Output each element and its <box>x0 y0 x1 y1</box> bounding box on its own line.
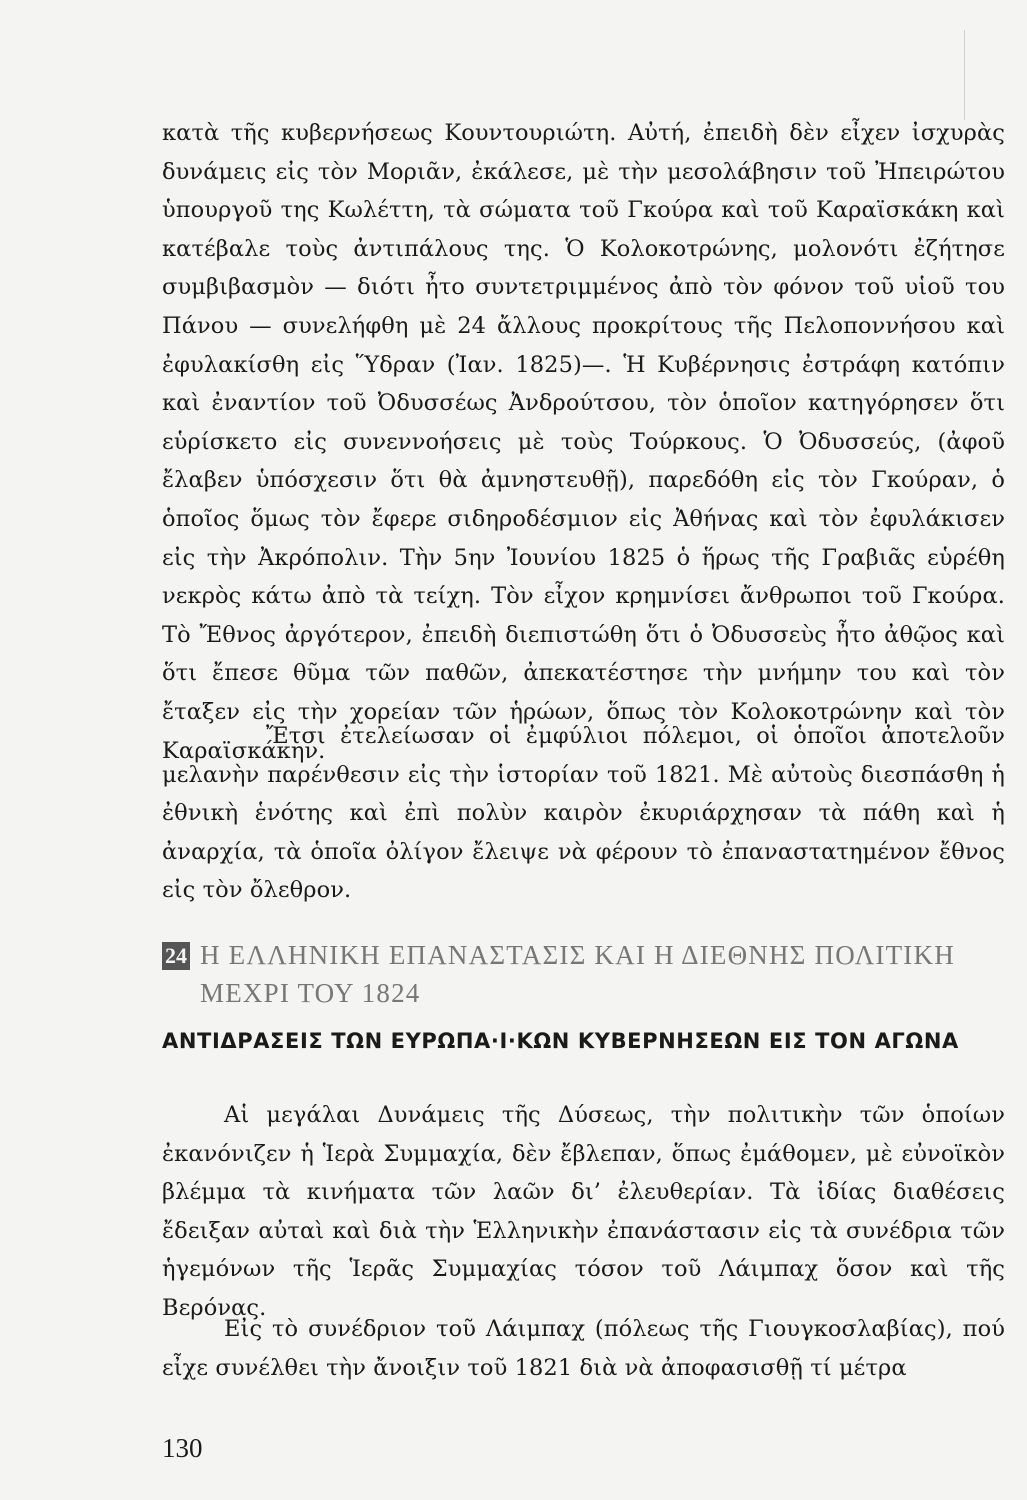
paragraph-text: κατὰ τῆς κυβερνήσεως Κουντουριώτη. Αὐτή, ἐπειδὴ δὲν εἶχεν ἰσχυρὰς δυνάμεις εἰς τὸν Μοριᾶν, ἐκάλεσε, μὲ τὴν μεσολάβησιν τοῦ Ἠπειρώτου ὑπουργοῦ της Κωλέττη, τὰ σώματα τοῦ Γκούρα καὶ τοῦ Καραϊσκάκη καὶ κατέβαλε τοὺς ἀντιπάλους της. Ὁ Κολοκοτρώνης, μολονότι ἐζήτησε συμβιβασμὸν — διότι ἦτο συντετριμμένος ἀπὸ τὸν φόνον τοῦ υἱοῦ του Πάνου — συνελήφθη μὲ 24 ἄλλους προκρίτους τῆς Πελοποννήσου καὶ ἐφυλακίσθη εἰς Ὕδραν (Ἰαν. 1825)—. Ἡ Κυβέρνησις ἐστράφη κατόπιν καὶ ἐναντίον τοῦ Ὀδυσσέως Ἀνδρούτσου, τὸν ὁποῖον κατηγόρησεν ὅτι εὑρίσκετο εἰς συνεννοήσεις μὲ τοὺς Τούρκους. Ὁ Ὀδυσσεύς, (ἀφοῦ ἔλαβεν ὑπόσχεσιν ὅτι θὰ ἀμνηστευθῇ), παρεδόθη εἰς τὸν Γκούραν, ὁ ὁποῖος ὅμως τὸν ἔφερε σιδηροδέσμιον εἰς Ἀθήνας καὶ τὸν ἐφυλάκισεν εἰς τὴν Ἀκρόπολιν. Τὴν 5ην Ἰουνίου 1825 ὁ ἥρως τῆς Γραβιᾶς εὑρέθη νεκρὸς κάτω ἀπὸ τὰ τείχη. Τὸν εἶχον κρημνίσει ἄνθρωποι τοῦ Γκούρα. Τὸ Ἔθνος ἀργότερον, ἐπειδὴ διεπιστώθη ὅτι ὁ Ὀδυσσεὺς ἦτο ἀθῷος καὶ ὅτι ἔπεσε θῦμα τῶν παθῶν, ἀπεκατέστησε τὴν μνήμην του καὶ τὸν ἔταξεν εἰς τὴν χορείαν τῶν ἡρώων, ὅπως τὸν Κολοκοτρώνην καὶ τὸν Καραϊσκάκην. <box>162 120 1005 764</box>
paragraph-civil-war <box>162 114 1005 770</box>
paragraph-conclusion <box>162 717 1005 910</box>
paragraph-text: Εἰς τὸ συνέδριον τοῦ Λάιμπαχ (πόλεως τῆς Γιουγκοσλαβίας), πού εἶχε συνέλθει τὴν ἄνοιξιν τοῦ 1821 διὰ νὰ ἀποφασισθῇ τί μέτρα <box>162 1316 1005 1381</box>
paragraph-laibach <box>162 1310 1005 1387</box>
paragraph-great-powers <box>162 1096 1005 1328</box>
subheading: ΑΝΤΙΔΡΑΣΕΙΣ ΤΩΝ ΕΥΡΩΠΑ·Ι·ΚΩΝ ΚΥΒΕΡΝΗΣΕΩΝ ΕΙΣ ΤΟΝ ΑΓΩΝΑ <box>162 1029 959 1053</box>
page-number: 130 <box>162 1433 203 1463</box>
paragraph-text: Ἔτσι ἐτελείωσαν οἱ ἐμφύλιοι πόλεμοι, οἱ ὁποῖοι ἀποτελοῦν μελανὴν παρένθεσιν εἰς τὴν ἱστορίαν τοῦ 1821. Μὲ αὐτοὺς διεσπάσθη ἡ ἐθνικὴ ἑνότης καὶ ἐπὶ πολὺν καιρὸν ἐκυριάρχησαν τὰ πάθη καὶ ἡ ἀναρχία, τὰ ὁποῖα ὀλίγον ἔλειψε νὰ φέρουν τὸ ἐπαναστατημένον ἔθνος εἰς τὸν ὄλεθρον. <box>162 723 1005 904</box>
page-edge-line <box>964 30 965 120</box>
section-heading <box>162 936 1012 1012</box>
section-title: Η ΕΛΛΗΝΙΚΗ ΕΠΑΝΑΣΤΑΣΙΣ ΚΑΙ Η ΔΙΕΘΝΗΣ ΠΟΛΙΤΙΚΗ ΜΕΧΡΙ ΤΟΥ 1824 <box>200 940 955 1008</box>
section-number-badge: 24 <box>162 942 190 970</box>
paragraph-text: Αἱ μεγάλαι Δυνάμεις τῆς Δύσεως, τὴν πολιτικὴν τῶν ὁποίων ἐκανόνιζεν ἡ Ἱερὰ Συμμαχία, δὲν ἔβλεπαν, ὅπως ἐμάθομεν, μὲ εὐνοϊκὸν βλέμμα τὰ κινήματα τῶν λαῶν δι’ ἐλευθερίαν. Τὰ ἰδίας διαθέσεις ἔδειξαν αὐταὶ καὶ διὰ τὴν Ἑλληνικὴν ἐπανάστασιν εἰς τὰ συνέδρια τῶν ἡγεμόνων τῆς Ἱερᾶς Συμμαχίας τόσον τοῦ Λάιμπαχ ὅσον καὶ τῆς Βερόνας. <box>162 1102 1005 1321</box>
